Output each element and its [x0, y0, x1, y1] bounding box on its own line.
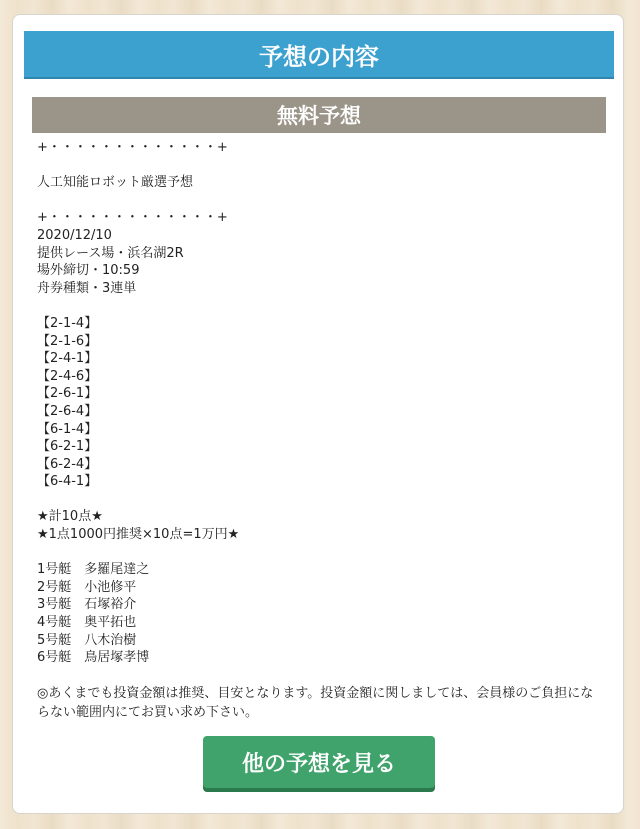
investment-note: ◎あくまでも投資金額は推奨、目安となります。投資金額に関しましては、会員様のご負担にならない範囲内にてお買い求め下さい。: [37, 686, 594, 720]
section-title-free-prediction: 無料予想: [32, 97, 606, 133]
view-other-predictions-button[interactable]: 他の予想を見る: [203, 736, 435, 788]
prediction-details: +・・・・・・・・・・・・・+ 人工知能ロボット厳選予想 +・・・・・・・・・・・・・+ 2020/12/10 提供レース場・浜名湖2R 場外締切・10:59 舟券種類・3連単 【2-1-4】 【2-1-6】 【2-4-1】 【2-4-6】 【2-6-1】 【2-6-4】 【6-1-4】 【6-2-1】 【6-2-4】 【6-4-1】 ★計10点★ ★1点1000円推奨×10点=1万円★ 1号艇 多羅尾達之 2号艇 小池修平 3号艇 石塚裕介 4号艇 奥平拓也 5号艇 八木治樹 6号艇 鳥居塚孝博: [37, 140, 240, 666]
page-title: 予想の内容: [24, 31, 614, 79]
prediction-card: [12, 14, 624, 814]
